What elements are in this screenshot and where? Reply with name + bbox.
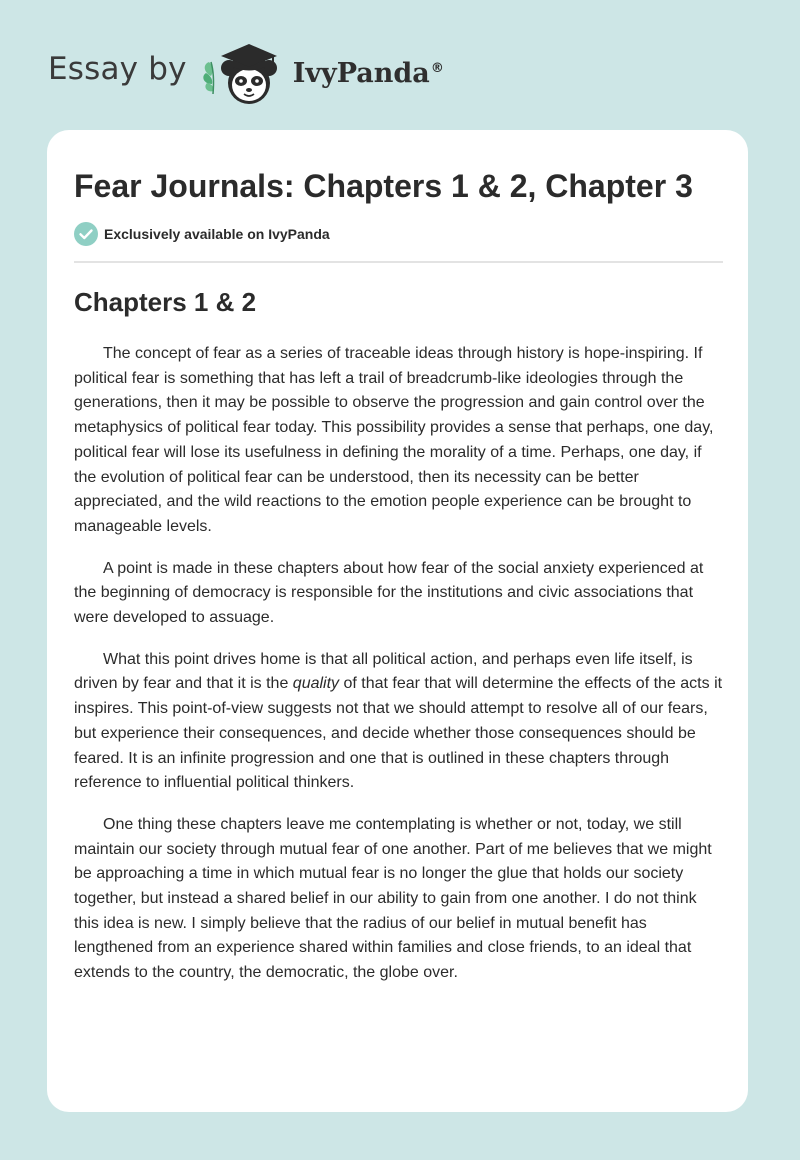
paragraph: One thing these chapters leave me contemplating is whether or not, today, we still maintain our society through mutual fear of one another. Part of me believes that we might be approaching a time in which mutual fear is no longer the glue that holds our society together, but instead a shared belief in our ability to gain from one another. I do not think this idea is new. I simply believe that the radius of our belief in mutual benefit has lengthened from an experience shared within families and close friends, to an ideal that extends to the country, the democratic, the globe over.	[74, 815, 712, 982]
page-title: Fear Journals: Chapters 1 & 2, Chapter 3	[74, 168, 693, 204]
paragraph-text: of that fear that will determine the effects of the acts it inspires. This point-of-view suggests not that we should attempt to resolve all of our fears, but experience their consequences, and decide whether those consequences should be feared. It is an infinite progression and one that is outlined in these chapters through reference to influential political thinkers.	[74, 675, 723, 792]
check-circle-icon	[74, 222, 98, 246]
emphasis-text: quality	[292, 675, 340, 693]
exclusive-badge	[74, 222, 330, 246]
paragraph: A point is made in these chapters about how fear of the social anxiety experienced at the beginning of democracy is responsible for the institutions and civic associations that were developed to assuage.	[74, 559, 704, 627]
paragraph: The concept of fear as a series of traceable ideas through history is hope-inspiring. If political fear is something that has left a trail of breadcrumb-like ideologies through the generations, then it may be possible to observe the progression and gain control over the metaphysics of political fear today. This possibility provides a sense that perhaps, one day, political fear will lose its usefulness in defining the morality of a time. Perhaps, one day, if the evolution of political fear can be understood, then its necessity can be better appreciated, and the wild reactions to the emotion people experience can be brought to manageable levels.	[74, 345, 714, 535]
site-brand[interactable]	[48, 36, 444, 108]
panda-graduation-cap-icon	[199, 36, 291, 108]
badge-label: Exclusively available on IvyPanda	[104, 226, 330, 242]
brand-name: IvyPanda®	[292, 57, 444, 89]
brand-prefix: Essay by	[48, 51, 187, 87]
paragraph	[74, 648, 724, 796]
essay-body	[74, 342, 724, 1003]
section-heading: Chapters 1 & 2	[74, 287, 257, 317]
paragraph-text: What this point drives home is that all political action, and perhaps even life itself, is driven by fear and that it is the	[74, 650, 693, 693]
divider	[74, 261, 723, 263]
essay-card	[47, 130, 748, 1112]
